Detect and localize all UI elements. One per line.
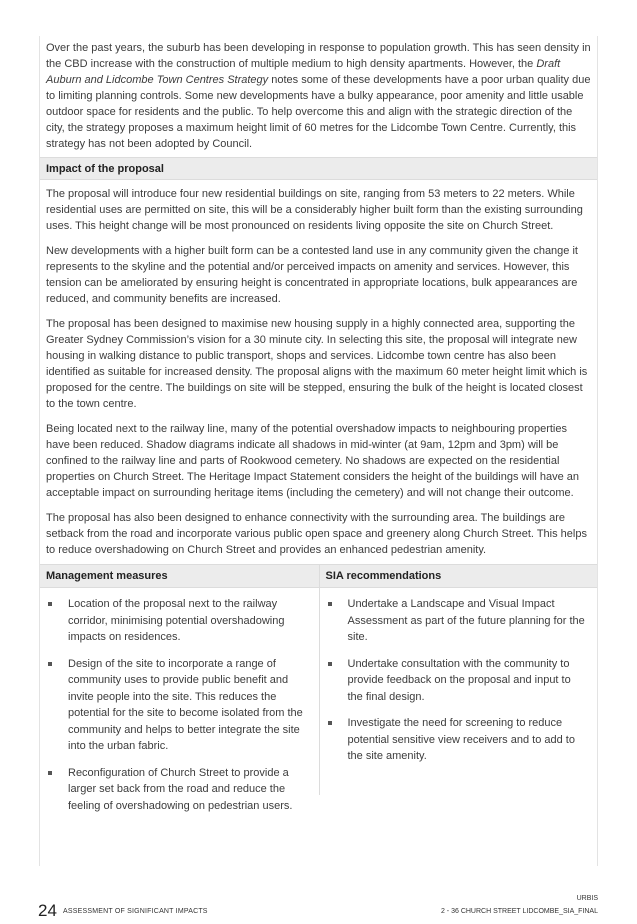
intro-text-start: Over the past years, the suburb has been developing in response to population growth. This has seen density in the CBD increase with the construction of multiple medium to high density apartments. However, the — [46, 42, 591, 70]
impact-paragraph: The proposal has also been designed to enhance connectivity with the surrounding area. The buildings are setback from the road and incorporate various public open space and greenery along Church Street. This helps to reduce overshadowing on Church Street and provides an enhanced pedestrian amenity. — [46, 512, 587, 556]
impact-paragraph: The proposal will introduce four new residential buildings on site, ranging from 53 meters to 22 meters. While residential uses are permitted on site, this will be a considerably higher built form than the existing surrounding uses. This height change will be most pronounced on residents living opposite the site on Church Street. — [46, 188, 583, 232]
impact-heading: Impact of the proposal — [40, 157, 597, 180]
measures-table — [40, 564, 597, 824]
management-item: Location of the proposal next to the railway corridor, minimising potential overshadowing impacts on residences. — [46, 596, 309, 646]
impact-table — [39, 36, 598, 866]
intro-paragraph — [46, 40, 591, 152]
page-footer — [0, 868, 637, 924]
management-heading: Management measures — [40, 565, 319, 588]
document-name: 2 - 36 CHURCH STREET LIDCOMBE_SIA_FINAL — [440, 908, 598, 915]
sia-column — [319, 565, 598, 795]
sia-item: Undertake a Landscape and Visual Impact Assessment as part of the future planning for the site. — [326, 596, 588, 646]
intro-text-end: notes some of these developments have a poor urban quality due to limiting planning controls. Some new developments have a bulky appearance, poor amenity and little usable outdoor space for residents and the public. To help overcome this and align with the strategic direction of the city, the strategy proposes a maximum height limit of 60 metres for the Lidcombe Town Centre. Currently, this strategy has not been adopted by Council. — [46, 74, 591, 150]
sia-item: Undertake consultation with the community to provide feedback on the proposal and input to the final design. — [326, 656, 588, 706]
management-item: Reconfiguration of Church Street to provide a larger set back from the road and reduce the feeling of overshadowing on pedestrian users. — [46, 765, 309, 815]
sia-list — [320, 588, 598, 765]
management-item: Design of the site to incorporate a range of community uses to provide public benefit and invite people into the site. This reduces the potential for the site to become isolated from the community and helps to better integrate the site into the urban fabric. — [46, 656, 309, 755]
brand-name: URBIS — [576, 895, 598, 902]
impact-cell — [40, 180, 597, 558]
management-column — [40, 565, 319, 824]
section-title: ASSESSMENT OF SIGNIFICANT IMPACTS — [63, 908, 208, 915]
page-number: 24 — [38, 901, 57, 920]
impact-paragraph: The proposal has been designed to maximise new housing supply in a highly connected area, supporting the Greater Sydney Commission’s vision for a 30 minute city. In selecting this site, the proposal will integrate new housing in walking distance to public transport, shops and services. Lidcombe town centre has also been identified as suitable for increased density. The proposal aligns with the maximum 60 meter height limit which is proposed for the centre. The buildings on site will be stepped, ensuring the bulk of the height is located closest to the town centre. — [46, 318, 588, 410]
strategy-title: Draft Auburn and Lidcombe Town Centres Strategy — [46, 58, 561, 86]
sia-item: Investigate the need for screening to reduce potential sensitive view receivers and to add to the site amenity. — [326, 715, 588, 765]
management-list — [40, 588, 319, 814]
intro-cell — [40, 36, 597, 152]
impact-paragraph: Being located next to the railway line, many of the potential overshadow impacts to neighbouring properties have been reduced. Shadow diagrams indicate all shadows in mid-winter (at 9am, 12pm and 3pm) will be confined to the railway line and parts of Rookwood cemetery. No shadows are expected on the residential properties on Church Street. The Heritage Impact Statement considers the height of the buildings will have an acceptable impact on surrounding heritage items (including the cemetery) and will not change their outcome. — [46, 423, 579, 499]
sia-heading: SIA recommendations — [320, 565, 598, 588]
impact-paragraph: New developments with a higher built form can be a contested land use in any community given the change it represents to the skyline and the potential and/or perceived impacts on amenity and services. However, this tension can be ameliorated by ensuring height is concentrated in appropriate locations, bulk appearances are reduced, and community benefits are increased. — [46, 245, 578, 305]
